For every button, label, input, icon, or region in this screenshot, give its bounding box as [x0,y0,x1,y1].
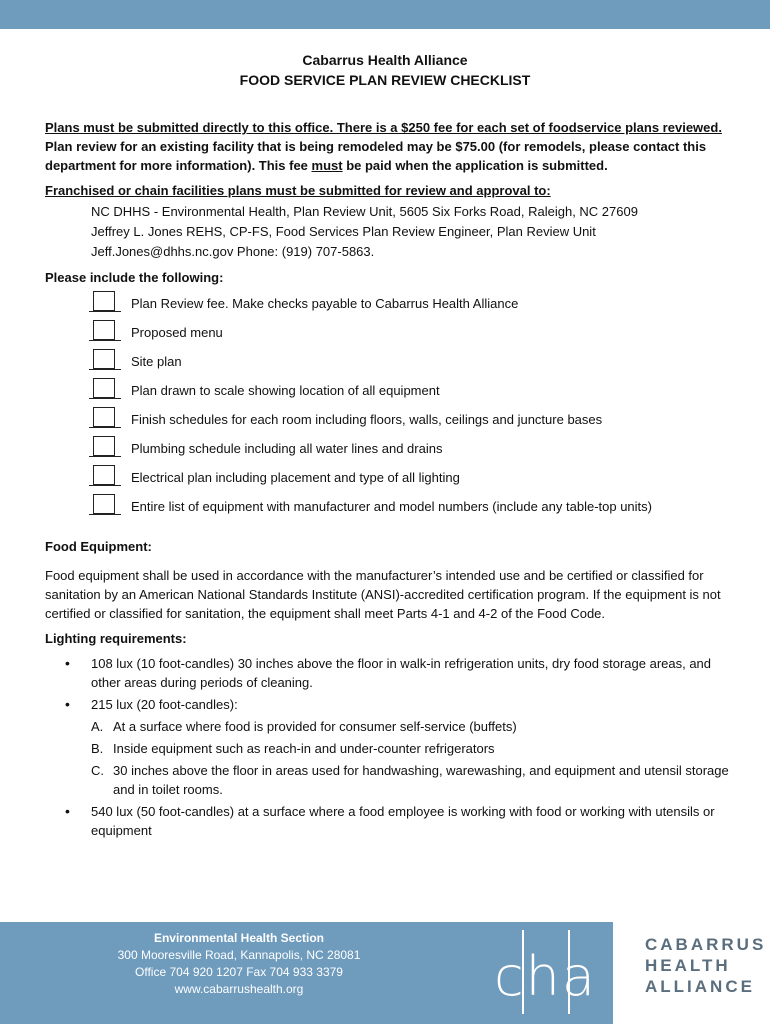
checkbox-underline [89,340,121,341]
logo-line: CABARRUS [645,935,767,954]
logo-line: HEALTH [645,956,731,975]
bullet-icon: • [65,655,70,671]
checklist-item [45,494,735,523]
checkbox[interactable] [93,494,115,514]
list-item-text: 108 lux (10 foot-candles) 30 inches above the floor in walk-in refrigeration units, dry food storage areas, and other areas during periods of cleaning. [91,656,712,690]
checkbox-underline [89,514,121,515]
lighting-heading: Lighting requirements: [45,631,187,646]
footer-contact-band [0,922,478,1024]
alliance-logo-text [645,934,766,997]
include-checklist [45,291,735,523]
sublist-item [91,739,735,758]
list-item [45,802,735,840]
cha-logo-letters: cha [493,945,597,1008]
must-emphasis: must [311,158,343,173]
checklist-item-label: Entire list of equipment with manufacturer and model numbers (include any table-top units) [131,499,652,514]
footer-address: 300 Mooresville Road, Kannapolis, NC 28081 [117,948,361,962]
checkbox-underline [89,427,121,428]
checklist-item [45,349,735,378]
sublist-item [91,717,735,736]
checkbox-underline [89,369,121,370]
checkbox-underline [89,398,121,399]
checkbox[interactable] [93,349,115,369]
checkbox-underline [89,456,121,457]
sublist-letter: B. [91,741,104,756]
email-phone-line: Jeff.Jones@dhhs.nc.gov Phone: (919) 707-5863. [91,244,375,259]
page-title: FOOD SERVICE PLAN REVIEW CHECKLIST [239,72,531,88]
checkbox[interactable] [93,407,115,427]
list-item-text: 215 lux (20 foot-candles): [91,697,238,712]
org-name: Cabarrus Health Alliance [302,52,468,68]
sublist-text: 30 inches above the floor in areas used for handwashing, warewashing, and equipment and utensil storage and in toilet rooms. [113,763,729,797]
franchise-heading: Franchised or chain facilities plans must be submitted for review and approval to: [45,183,551,198]
sublist-letter: A. [91,719,104,734]
checklist-item [45,378,735,407]
checklist-item-label: Finish schedules for each room including floors, walls, ceilings and juncture bases [131,412,603,427]
checklist-item-label: Electrical plan including placement and type of all lighting [131,470,460,485]
contact-line: Jeffrey L. Jones REHS, CP-FS, Food Services Plan Review Engineer, Plan Review Unit [91,224,596,239]
checklist-item-label: Plumbing schedule including all water lines and drains [131,441,443,456]
footer-phones: Office 704 920 1207 Fax 704 933 3379 [135,965,343,979]
checklist-item [45,320,735,349]
sublist-text: Inside equipment such as reach-in and under-counter refrigerators [113,741,495,756]
checkbox-underline [89,485,121,486]
franchise-address-block [91,202,735,262]
sublist-letter: C. [91,763,104,778]
food-equipment-heading: Food Equipment: [45,539,152,554]
remodel-statement: Plan review for an existing facility that is being remodeled may be $75.00 (for remodels, please contact this department for more information). This fee [45,139,707,173]
footer [0,922,770,1024]
checkbox[interactable] [93,320,115,340]
checkbox[interactable] [93,436,115,456]
checklist-item-label: Proposed menu [131,325,223,340]
sublist-item [91,761,735,799]
checklist-item [45,436,735,465]
sublist-text: At a surface where food is provided for consumer self-service (buffets) [113,719,517,734]
top-color-bar [0,0,770,29]
logo-line: ALLIANCE [645,977,755,996]
lighting-list [45,654,735,840]
lighting-sublist [91,717,735,799]
bullet-icon: • [65,696,70,712]
list-item-text: 540 lux (50 foot-candles) at a surface where a food employee is working with food or working with utensils or equipment [91,804,715,838]
checkbox-underline [89,311,121,312]
document-body [45,118,735,843]
checkbox[interactable] [93,465,115,485]
checkbox[interactable] [93,291,115,311]
include-heading: Please include the following: [45,270,224,285]
footer-section-name: Environmental Health Section [153,931,325,945]
bullet-icon: • [65,803,70,819]
list-item [45,695,735,799]
food-equipment-paragraph: Food equipment shall be used in accordance with the manufacturer’s intended use and be certified or classified for sanitation by an American National Standards Institute (ANSI)-accredited certification program. If the equipment is not certified or classified for sanitation, the equipment shall meet Parts 4-1 and 4-2 of the Food Code. [45,568,721,621]
checklist-item-label: Plan drawn to scale showing location of all equipment [131,383,440,398]
address-line: NC DHHS - Environmental Health, Plan Review Unit, 5605 Six Forks Road, Raleigh, NC 27609 [91,204,638,219]
document-header [0,50,770,90]
checklist-item-label: Site plan [131,354,182,369]
intro-paragraph [45,118,735,175]
checklist-item [45,407,735,436]
remodel-statement-end: be paid when the application is submitted. [342,158,608,173]
checkbox[interactable] [93,378,115,398]
fee-statement: Plans must be submitted directly to this office. There is a $250 fee for each set of foodservice plans reviewed. [45,120,722,135]
footer-website-link[interactable]: www.cabarrushealth.org [174,982,304,996]
list-item [45,654,735,692]
checklist-item-label: Plan Review fee. Make checks payable to Cabarrus Health Alliance [131,296,519,311]
checklist-item [45,291,735,320]
checklist-item [45,465,735,494]
